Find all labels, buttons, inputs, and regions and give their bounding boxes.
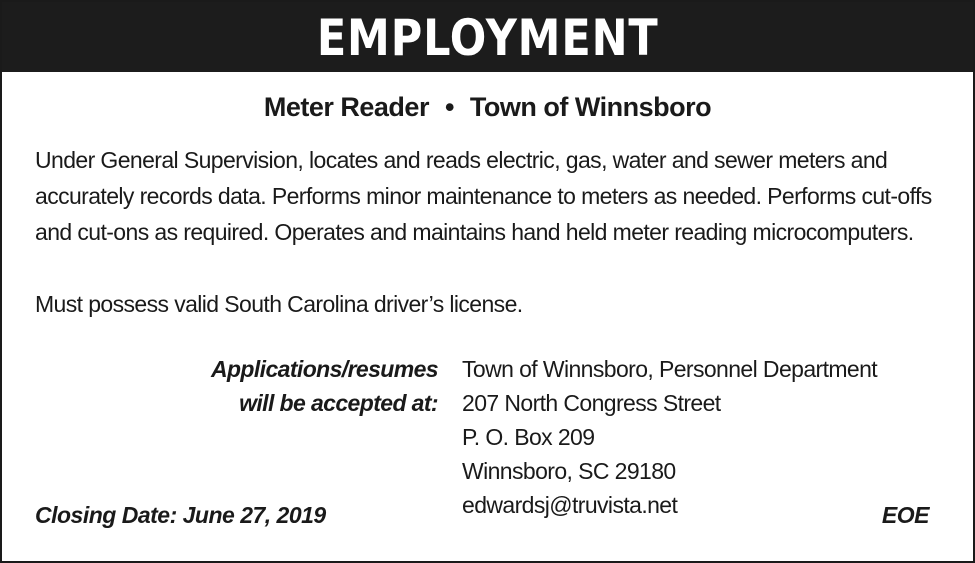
eoe-notice: EOE	[881, 502, 929, 528]
applications-label	[211, 352, 438, 420]
closing-date: Closing Date: June 27, 2019	[35, 502, 326, 528]
applications-label-line: will be accepted at:	[239, 390, 438, 416]
description-line: and cut-ons as required. Operates and maintains hand held meter reading microcomputers.	[35, 219, 914, 245]
mailing-address	[462, 352, 877, 522]
applications-label-line: Applications/resumes	[210, 356, 438, 382]
address-po-box: P. O. Box 209	[462, 424, 595, 450]
header-banner	[2, 2, 973, 72]
contact-email[interactable]: edwardsj@truvista.net	[462, 492, 678, 518]
job-employer: Town of Winnsboro	[469, 92, 712, 122]
address-street: 207 North Congress Street	[462, 390, 721, 416]
job-title	[2, 94, 973, 121]
job-description	[35, 142, 932, 250]
license-requirement	[35, 286, 523, 322]
description-line: accurately records data. Performs minor maintenance to meters as needed. Performs cut-offs	[35, 183, 932, 209]
address-department: Town of Winnsboro, Personnel Department	[462, 356, 878, 382]
bullet-separator: •	[444, 92, 454, 122]
address-city-state-zip: Winnsboro, SC 29180	[462, 458, 676, 484]
banner-title: EMPLOYMENT	[316, 9, 659, 67]
description-line: Under General Supervision, locates and reads electric, gas, water and sewer meters and	[35, 147, 888, 173]
job-position: Meter Reader	[263, 92, 429, 122]
requirement-text: Must possess valid South Carolina driver’s license.	[35, 291, 523, 317]
